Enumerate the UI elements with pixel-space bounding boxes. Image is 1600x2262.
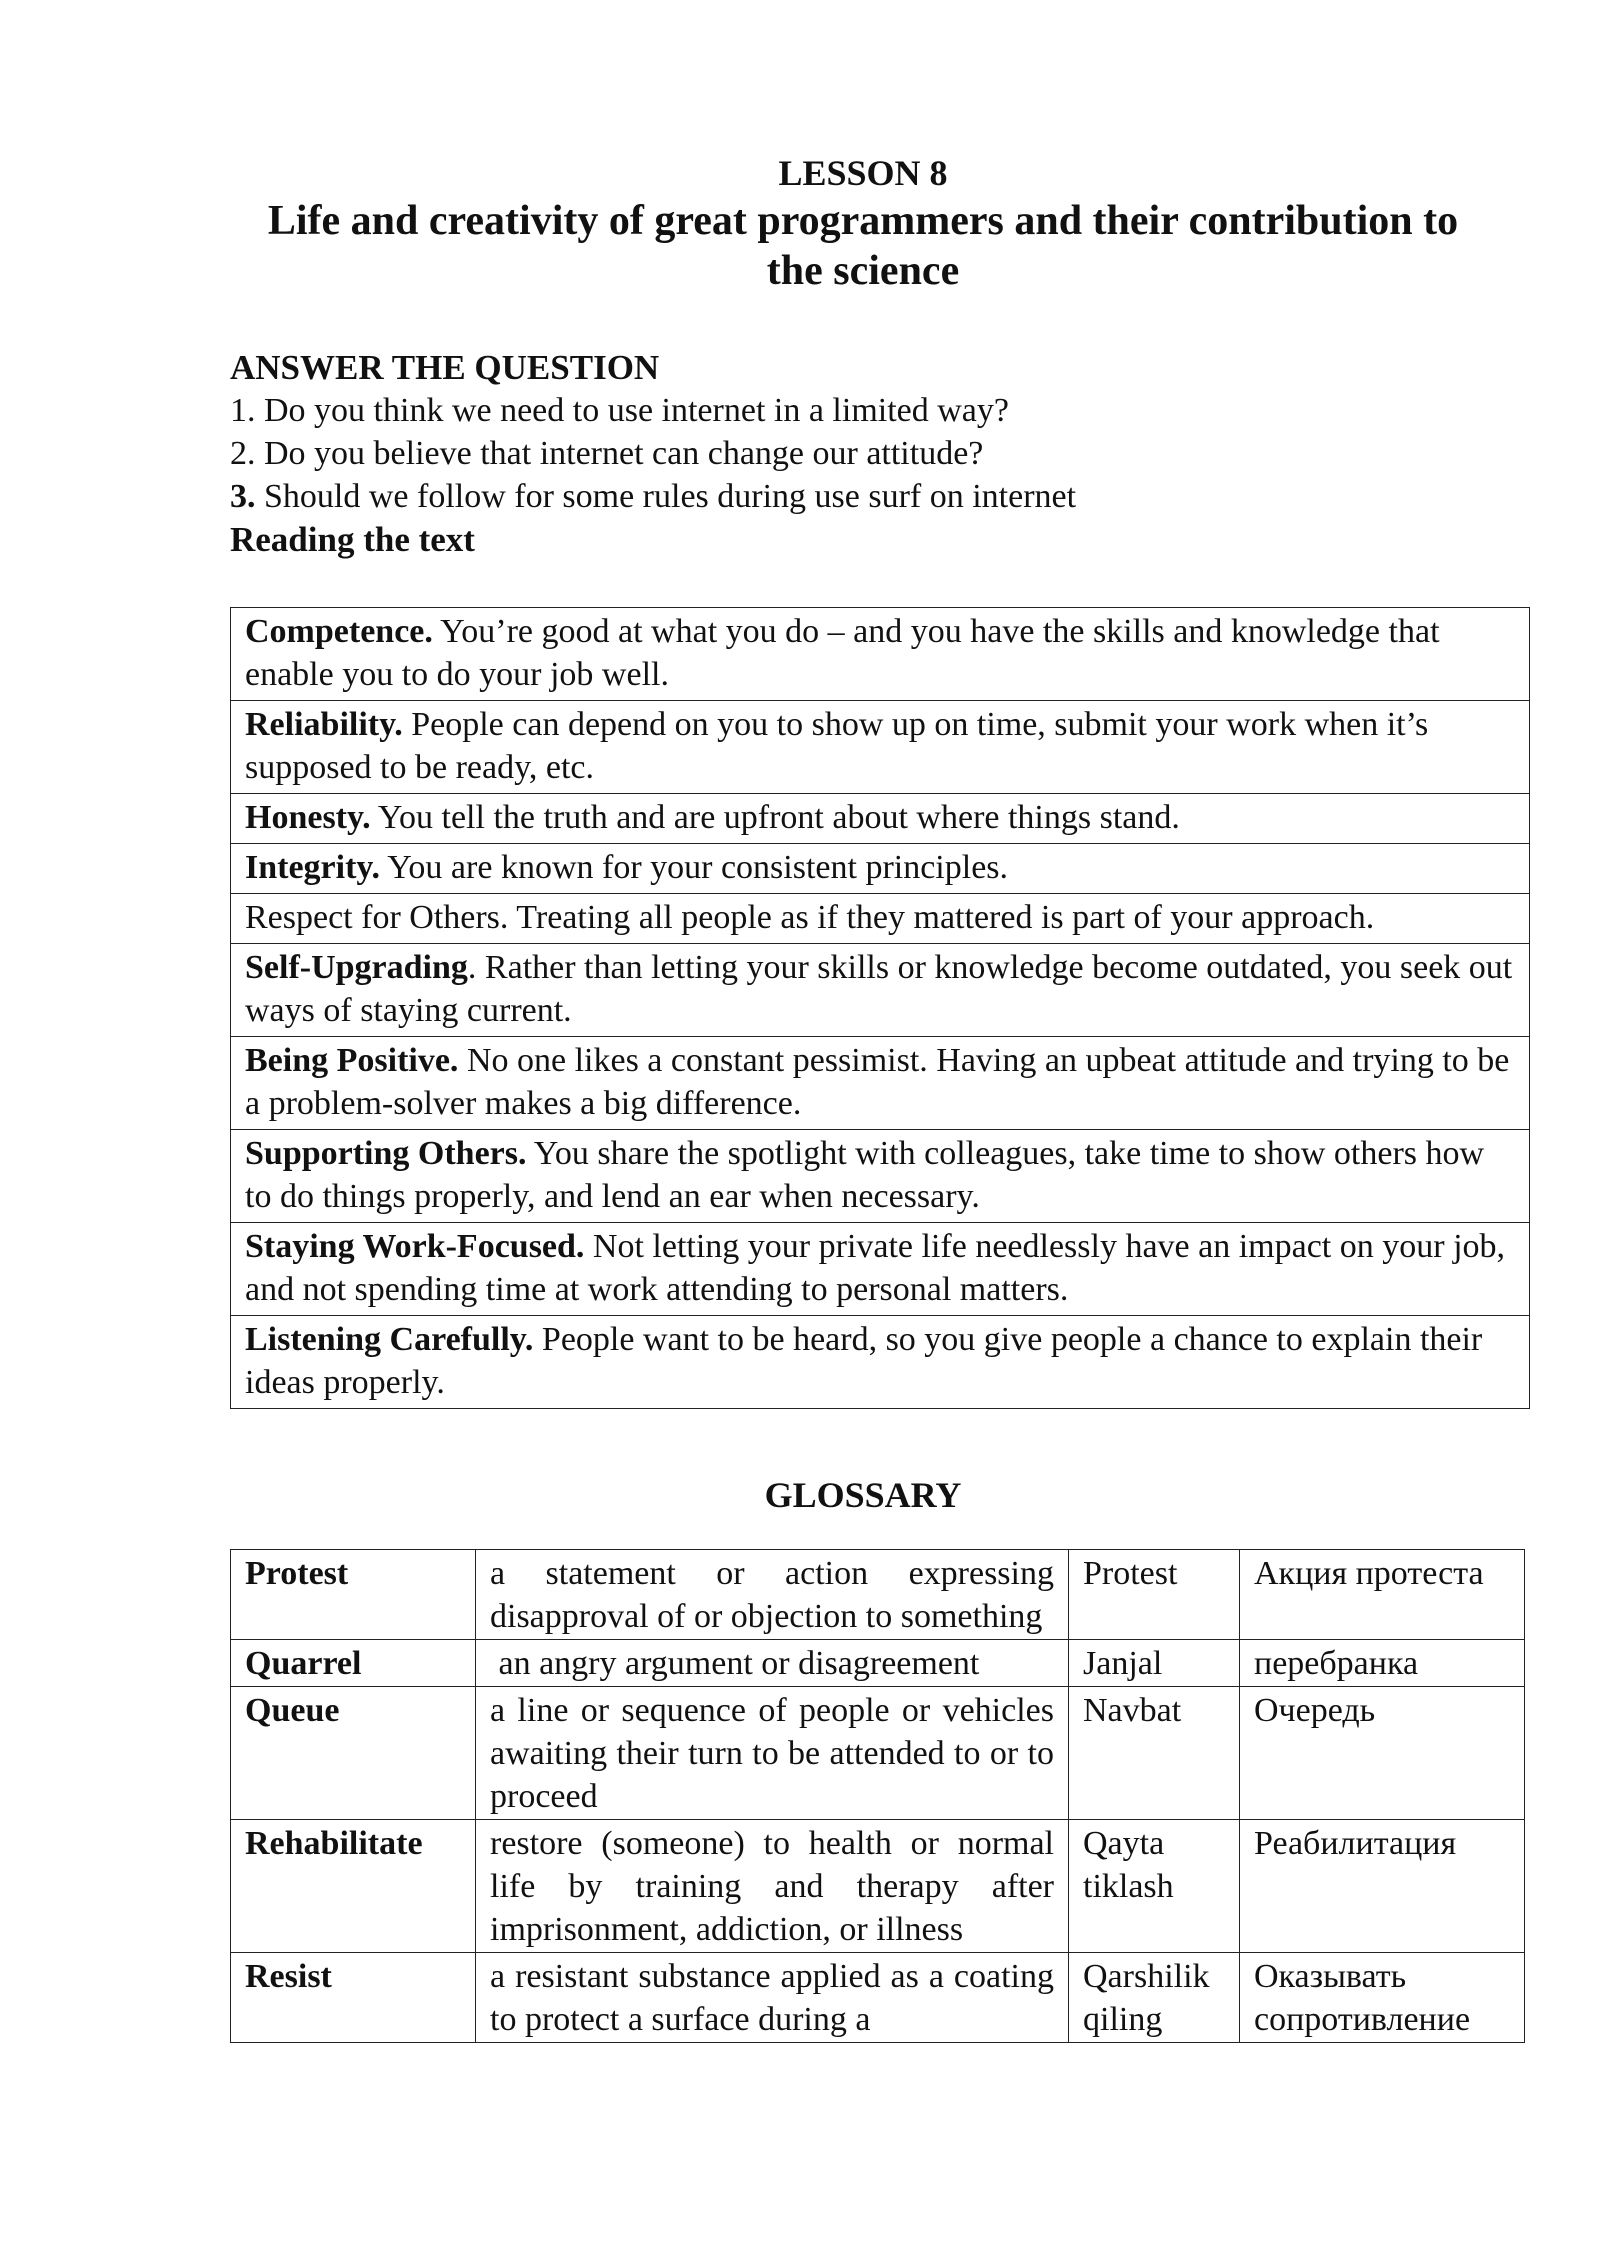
glossary-uzbek: Qarshilik qiling xyxy=(1069,1953,1240,2043)
quality-text: You’re good at what you do – and you have the skills and knowledge that enable you to do your job well. xyxy=(245,613,1440,693)
glossary-definition: an angry argument or disagreement xyxy=(476,1640,1069,1687)
quality-term: Being Positive. xyxy=(245,1042,459,1079)
glossary-uzbek: Janjal xyxy=(1069,1640,1240,1687)
glossary-row xyxy=(231,1953,1525,2043)
glossary-word: Protest xyxy=(231,1550,476,1640)
quality-text: You tell the truth and are upfront about where things stand. xyxy=(370,799,1180,836)
glossary-row xyxy=(231,1640,1525,1687)
quality-text: You are known for your consistent principles. xyxy=(380,849,1009,886)
quality-term: Listening Carefully. xyxy=(245,1321,534,1358)
glossary-russian: Акция протеста xyxy=(1240,1550,1525,1640)
glossary-uzbek: Qayta tiklash xyxy=(1069,1820,1240,1953)
table-cell xyxy=(231,1316,1530,1409)
quality-text: Not letting your private life needlessly have an impact on your job, and not spending time at work attending to personal matters. xyxy=(245,1228,1506,1308)
table-cell xyxy=(231,608,1530,701)
table-cell xyxy=(231,1223,1530,1316)
glossary-russian: перебранка xyxy=(1240,1640,1525,1687)
quality-term: Competence. xyxy=(245,613,433,650)
glossary-russian: Реабилитация xyxy=(1240,1820,1525,1953)
table-row xyxy=(231,701,1530,794)
table-row xyxy=(231,608,1530,701)
questions-list xyxy=(230,389,1530,518)
quality-term: Honesty. xyxy=(245,799,371,836)
table-row xyxy=(231,1316,1530,1409)
quality-term: Staying Work-Focused. xyxy=(245,1228,585,1265)
glossary-table xyxy=(230,1549,1525,2043)
question-number: 2. xyxy=(230,435,256,472)
glossary-definition: restore (someone) to health or normal life by training and therapy after imprisonment, addiction, or illness xyxy=(476,1820,1069,1953)
glossary-row xyxy=(231,1820,1525,1953)
glossary-heading: GLOSSARY xyxy=(764,1475,962,1515)
question-text: Should we follow for some rules during use surf on internet xyxy=(255,478,1077,515)
glossary-definition: a line or sequence of people or vehicles awaiting their turn to be attended to or to proceed xyxy=(476,1687,1069,1820)
quality-text: . Rather than letting your skills or knowledge become outdated, you seek out ways of staying current. xyxy=(245,949,1513,1029)
quality-term: Integrity. xyxy=(245,849,381,886)
table-cell xyxy=(231,844,1530,894)
glossary-word: Quarrel xyxy=(231,1640,476,1687)
glossary-word: Resist xyxy=(231,1953,476,2043)
table-cell xyxy=(231,1037,1530,1130)
table-row xyxy=(231,794,1530,844)
lesson-title xyxy=(0,196,1600,296)
glossary-uzbek: Navbat xyxy=(1069,1687,1240,1820)
lesson-title-line: the science xyxy=(766,248,960,294)
quality-text: No one likes a constant pessimist. Having an upbeat attitude and trying to be a problem-solver makes a big difference. xyxy=(245,1042,1510,1122)
qualities-table xyxy=(230,607,1530,1409)
question-text: Do you believe that internet can change our attitude? xyxy=(255,435,984,472)
glossary-uzbek: Protest xyxy=(1069,1550,1240,1640)
quality-term: Self-Upgrading xyxy=(245,949,468,986)
table-cell xyxy=(231,701,1530,794)
glossary-row xyxy=(231,1687,1525,1820)
table-row xyxy=(231,1130,1530,1223)
quality-text: You share the spotlight with colleagues, take time to show others how to do things properly, and lend an ear when necessary. xyxy=(245,1135,1485,1215)
glossary-row xyxy=(231,1550,1525,1640)
glossary-definition: a statement or action expressing disapproval of or objection to something xyxy=(476,1550,1069,1640)
quality-term: Reliability. xyxy=(245,706,403,743)
glossary-russian: Очередь xyxy=(1240,1687,1525,1820)
quality-term: Supporting Others. xyxy=(245,1135,527,1172)
question-number: 3. xyxy=(230,478,256,515)
quality-text: Respect for Others. Treating all people as if they mattered is part of your approach. xyxy=(245,899,1375,936)
table-row xyxy=(231,944,1530,1037)
table-row xyxy=(231,1037,1530,1130)
glossary-word: Rehabilitate xyxy=(231,1820,476,1953)
questions-heading: ANSWER THE QUESTION xyxy=(230,348,660,387)
question-number: 1. xyxy=(230,392,256,429)
question-text: Do you think we need to use internet in a limited way? xyxy=(255,392,1009,429)
glossary-russian: Оказывать сопротивление xyxy=(1240,1953,1525,2043)
table-cell xyxy=(231,894,1530,944)
glossary-word: Queue xyxy=(231,1687,476,1820)
table-row xyxy=(231,1223,1530,1316)
question-item xyxy=(230,389,1530,432)
quality-text: People want to be heard, so you give people a chance to explain their ideas properly. xyxy=(245,1321,1483,1401)
lesson-label: LESSON 8 xyxy=(778,153,948,193)
reading-heading: Reading the text xyxy=(230,520,475,559)
question-item xyxy=(230,475,1530,518)
table-cell xyxy=(231,944,1530,1037)
table-cell xyxy=(231,1130,1530,1223)
table-cell xyxy=(231,794,1530,844)
table-row xyxy=(231,844,1530,894)
lesson-title-line: Life and creativity of great programmers and their contribution to xyxy=(267,198,1459,244)
quality-text: People can depend on you to show up on time, submit your work when it’s supposed to be ready, etc. xyxy=(245,706,1429,786)
question-item xyxy=(230,432,1530,475)
table-row xyxy=(231,894,1530,944)
glossary-definition: a resistant substance applied as a coating to protect a surface during a xyxy=(476,1953,1069,2043)
